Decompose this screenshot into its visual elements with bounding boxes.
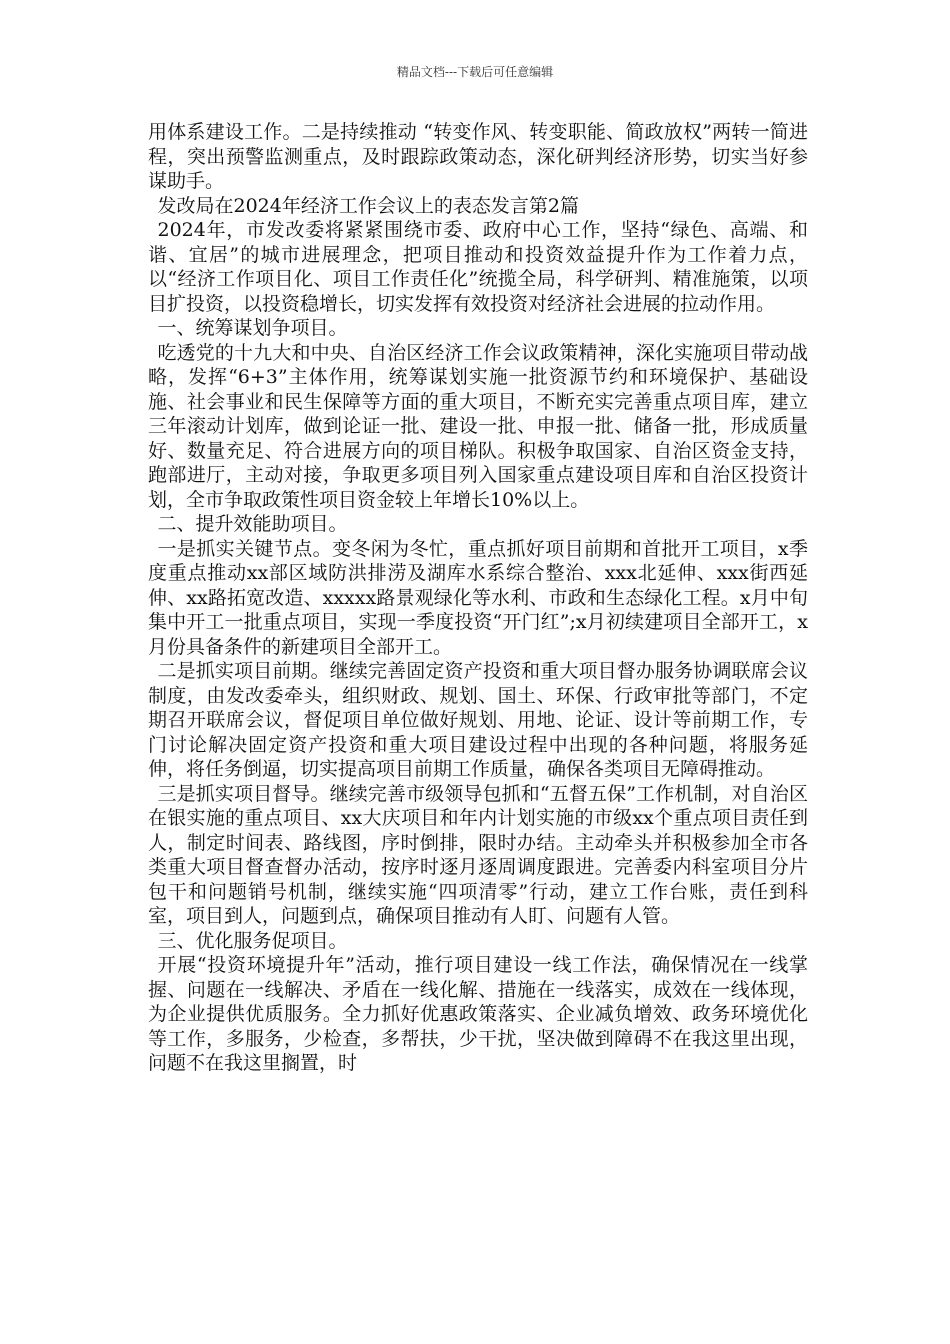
paragraph-1: 用体系建设工作。二是持续推动 “转变作风、转变职能、简政放权”两转一简进程，突出预警监测重点，及时跟踪政策动态，深化研判经济形势，切实当好参谋助手。 xyxy=(148,121,808,192)
paragraph-intro: 2024年，市发改委将紧紧围绕市委、政府中心工作，坚持“绿色、高端、和谐、宜居”的城市进展理念，把项目推动和投资效益提升作为工作着力点，以“经济工作项目化、项目工作责任化”统揽全局，科学研判、精准施策，以项目扩投资，以投资稳增长，切实发挥有效投资对经济社会进展的拉动作用。 xyxy=(148,219,808,315)
paragraph-heading-1-body: 吃透党的十九大和中央、自治区经济工作会议政策精神，深化实施项目带动战略，发挥“6+3”主体作用，统筹谋划实施一批资源节约和环境保护、基础设施、社会事业和民生保障等方面的重大项目，不断充实完善重点项目库，建立三年滚动计划库，做到论证一批、建设一批、申报一批、储备一批，形成质量好、数量充足、符合进展方向的项目梯队。积极争取国家、自治区资金支持，跑部进厅，主动对接，争取更多项目列入国家重点建设项目库和自治区投资计划，全市争取政策性项目资金较上年增长10%以上。 xyxy=(148,341,808,511)
section-title: 发改局在2024年经济工作会议上的表态发言第2篇 xyxy=(157,194,579,217)
heading-1: 一、统筹谋划争项目。 xyxy=(157,317,348,339)
paragraph-service: 开展“投资环境提升年”活动，推行项目建设一线工作法，确保情况在一线掌握、问题在一线解决、矛盾在一线化解、措施在一线落实，成效在一线体现，为企业提供优质服务。全力抓好优惠政策落实、企业减负增效、政务环境优化等工作，多服务，少检查，多帮扶，少干扰，坚决做到障碍不在我这里出现，问题不在我这里搁置，时 xyxy=(148,954,808,1074)
document-body xyxy=(148,120,808,1076)
paragraph-project-supervision: 三是抓实项目督导。继续完善市级领导包抓和“五督五保”工作机制，对自治区在银实施的重点项目、xx大庆项目和年内计划实施的市级xx个重点项目责任到人，制定时间表、路线图，序时倒排，限时办结。主动牵头并积极参加全市各类重大项目督查督办活动，按序时逐月逐周调度跟进。完善委内科室项目分片包干和问题销号机制，继续实施“四项清零”行动，建立工作台账，责任到科室，项目到人，问题到点，确保项目推动有人盯、问题有人管。 xyxy=(148,782,808,927)
paragraph-key-nodes: 一是抓实关键节点。变冬闲为冬忙，重点抓好项目前期和首批开工项目，x季度重点推动xx部区域防洪排涝及湖库水系综合整治、xxx北延伸、xxx街西延伸、xx路拓宽改造、xxxxx路景观绿化等水利、市政和生态绿化工程。x月中旬集中开工一批重点项目，实现一季度投资“开门红”;x月初续建项目全部开工，x月份具备条件的新建项目全部开工。 xyxy=(148,537,808,658)
heading-2: 二、提升效能助项目。 xyxy=(157,513,348,535)
paragraph-project-preliminary: 二是抓实项目前期。继续完善固定资产投资和重大项目督办服务协调联席会议制度，由发改委牵头，组织财政、规划、国土、环保、行政审批等部门，不定期召开联席会议，督促项目单位做好规划、用地、论证、设计等前期工作，专门讨论解决固定资产投资和重大项目建设过程中出现的各种问题，将服务延伸，将任务倒逼，切实提高项目前期工作质量，确保各类项目无障碍推动。 xyxy=(148,660,808,780)
page-header: 精品文档---下载后可任意编辑 xyxy=(396,65,554,79)
heading-3: 三、优化服务促项目。 xyxy=(157,929,348,952)
